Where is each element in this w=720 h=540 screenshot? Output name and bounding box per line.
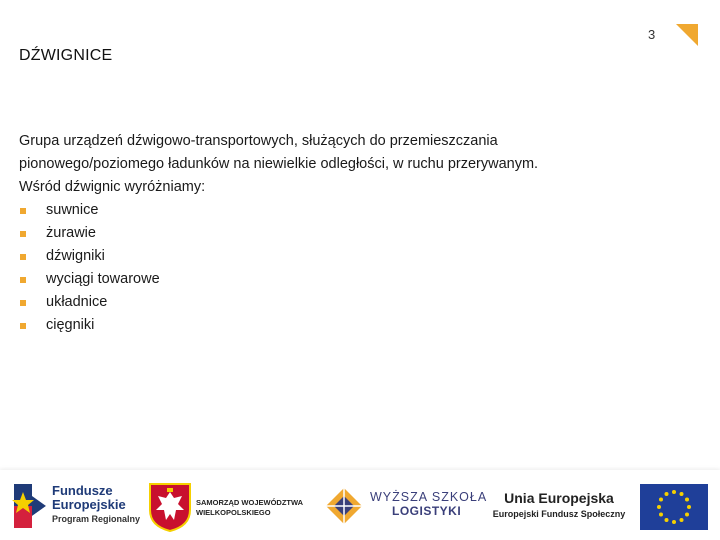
ue-line-1: Unia Europejska bbox=[504, 490, 614, 506]
intro-line-3: Wśród dźwignic wyróżniamy: bbox=[19, 179, 206, 195]
european-funds-logo-text bbox=[52, 484, 140, 526]
bullet-item bbox=[19, 314, 659, 337]
bullet-text: żurawie bbox=[46, 225, 96, 241]
wielkopolska-eagle-crest-icon bbox=[148, 482, 192, 532]
slide-number: 3 bbox=[648, 27, 656, 42]
bullet-item bbox=[19, 268, 659, 291]
slide-title: DŹWIGNICE bbox=[19, 47, 113, 64]
bullet-text: cięgniki bbox=[46, 317, 95, 333]
bullet-square-icon bbox=[20, 323, 26, 329]
bullet-item bbox=[19, 291, 659, 314]
bullet-item bbox=[19, 222, 659, 245]
bullet-item bbox=[19, 245, 659, 268]
fe-line-2: Europejskie bbox=[52, 497, 126, 512]
wsl-line-1: WYŻSZA SZKOŁA bbox=[370, 490, 488, 504]
bullet-square-icon bbox=[20, 254, 26, 260]
fe-line-3: Program Regionalny bbox=[52, 514, 141, 524]
corner-accent-triangle bbox=[676, 24, 698, 46]
bullet-square-icon bbox=[20, 208, 26, 214]
bullet-text: wyciągi towarowe bbox=[46, 271, 160, 287]
intro-line-2: pionowego/poziomego ładunków na niewielkie odległości, w ruchu przerywanym. bbox=[19, 156, 539, 172]
wielkopolska-logo-text bbox=[196, 498, 303, 518]
ue-line-2: Europejski Fundusz Społeczny bbox=[492, 509, 626, 519]
wsl-diamond-icon bbox=[324, 486, 364, 526]
fe-line-1: Fundusze bbox=[52, 483, 113, 498]
wlkp-line-1: SAMORZĄD WOJEWÓDZTWA bbox=[196, 498, 304, 507]
bullet-text: układnice bbox=[46, 294, 108, 310]
wsl-logo-text bbox=[370, 490, 487, 518]
wlkp-line-2: WIELKOPOLSKIEGO bbox=[196, 508, 271, 517]
bullet-square-icon bbox=[20, 277, 26, 283]
wsl-line-2: LOGISTYKI bbox=[392, 504, 462, 518]
eu-flag-icon bbox=[640, 484, 708, 530]
intro-line-1: Grupa urządzeń dźwigowo-transportowych, służących do przemieszczania bbox=[19, 133, 498, 149]
bullet-item bbox=[19, 199, 659, 222]
european-funds-star-icon bbox=[10, 478, 50, 532]
bullet-square-icon bbox=[20, 300, 26, 306]
slide-body bbox=[19, 130, 659, 337]
bullet-text: suwnice bbox=[46, 202, 99, 218]
eu-logo-text bbox=[489, 490, 629, 522]
bullet-text: dźwigniki bbox=[46, 248, 105, 264]
footer-logo-strip bbox=[0, 470, 720, 540]
bullet-square-icon bbox=[20, 231, 26, 237]
bullet-list bbox=[19, 199, 659, 337]
